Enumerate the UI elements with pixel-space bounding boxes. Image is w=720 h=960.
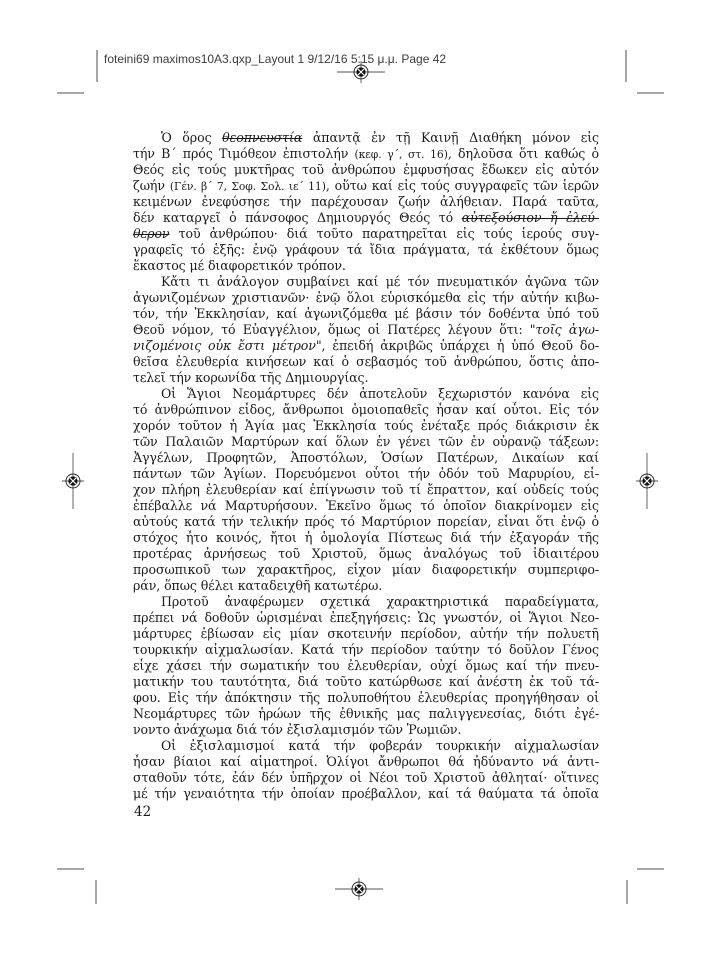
text-run: τοῦ ἀνθρώπου· διά τοῦτο παρατηρεῖται εἰς τούς ἱερούς συγ- [169, 226, 599, 241]
text-run: θερον [133, 226, 170, 241]
page-number: 42 [134, 804, 152, 820]
text-run: "τοῖς ἀγω- [529, 322, 599, 337]
text-line [133, 562, 599, 578]
text-line [133, 178, 599, 194]
text-line [133, 674, 599, 690]
text-run: Ἀγγέλων, Προφητῶν, Ἀποστόλων, Ὁσίων Πατέρων, Δικαίων καί [133, 450, 599, 465]
text-line [133, 274, 599, 290]
text-line [133, 482, 599, 498]
text-line [133, 290, 599, 306]
text-run: στόχος ἦτο κοινός, ἤτοι ἡ ὁμολογία Πίστεως διά τήν ἐξαγοράν τῆς [133, 530, 599, 545]
text-line [133, 626, 599, 642]
trim-mark [637, 868, 664, 870]
text-run: ἐπέβαλλε νά Μαρτυρήσουν. Ἐκεῖνο ὅμως τό ὁποῖον διακρίνομεν εἰς [133, 498, 599, 513]
trim-mark [96, 50, 98, 82]
text-line [133, 450, 599, 466]
text-line [133, 354, 599, 370]
text-run: πάντων τῶν Ἁγίων. Πορευόμενοι οὗτοι τήν ὁδόν τοῦ Μαρυρίου, εἶ- [133, 466, 599, 481]
text-run: ράν, ὅπως θέλει καταδειχθῆ κατωτέρω. [133, 578, 383, 593]
trim-mark [95, 880, 97, 904]
text-run: Θεοῦ νόμον, τό Εὐαγγέλιον, ὅμως οἱ Πατέρες λέγουν ὅτι: [133, 322, 530, 337]
registration-mark-icon [335, 875, 383, 903]
text-line [133, 754, 599, 770]
text-line [133, 370, 599, 386]
text-run: φου. Εἰς τήν ἀπόκτησιν τῆς πολυποθήτου ἐλευθερίας προηγήθησαν οἱ [133, 690, 599, 705]
text-run: τῶν Παλαιῶν Μαρτύρων καί ὅλων ἐν γένει τῶν ἐν οὐρανῷ τάξεων: [133, 434, 599, 449]
text-run: προτέρας ἀρνήσεως τοῦ Χριστοῦ, ὅμως ἀναλόγως τοῦ ἰδιαιτέρου [133, 546, 599, 561]
trim-mark [57, 868, 84, 870]
text-line [133, 306, 599, 322]
text-run: Νεομάρτυρες τῶν ἡρώων τῆς ἐθνικῆς μας παλιγγενεσίας, διότι ἐγέ- [133, 706, 599, 721]
text-line [133, 770, 599, 786]
text-run: μέ τήν γεναιότητα τήν ὁποίαν προέβαλλον, καί τά θαύματα τά ὁποῖα [133, 786, 599, 801]
text-line [133, 722, 599, 738]
text-line [133, 786, 599, 802]
proof-header: foteini69 maximos10A3.qxp_Layout 1 9/12/16 5:15 μ.μ. Page 42 [104, 52, 447, 66]
text-run: τουρκικήν αἰχμαλωσίαν. Κατά τήν περίοδον ταύτην τό δοῦλον Γένος [133, 642, 599, 657]
text-line [133, 514, 599, 530]
text-run: Οἱ ἐξισλαμισμοί κατά τήν φοβεράν τουρκικήν αἰχμαλωσίαν [161, 738, 599, 753]
text-run: εἶχε χάσει τήν σωματικήν του ἐλευθερίαν, οὐχί ὅμως καί τήν πνευ- [133, 658, 599, 673]
trim-mark [625, 50, 627, 82]
text-run: Κἄτι τι ἀνάλογον συμβαίνει καί μέ τόν πνευματικόν ἀγῶνα τῶν [161, 274, 599, 289]
text-line [133, 258, 599, 274]
text-line [133, 402, 599, 418]
text-run: τελεῖ τήν κορωνίδα τῆς Δημιουργίας. [133, 370, 369, 385]
text-run: νοντο ἀνάχωμα διά τόν ἐξισλαμισμόν τῶν Ῥωμιῶν. [133, 722, 462, 737]
text-line [133, 386, 599, 402]
text-run: κειμένων ἐνεφύσησε τήν παρέχουσαν ζωήν ἀλήθειαν. Παρά ταῦτα, [133, 194, 599, 209]
trim-mark [57, 92, 84, 94]
text-line [133, 194, 599, 210]
text-line [133, 338, 599, 354]
text-line [133, 418, 599, 434]
text-run: (κεφ. γ΄, στ. 16) [354, 148, 448, 161]
text-line [133, 434, 599, 450]
text-run: τόν, τήν Ἐκκλησίαν, καί ἀγωνιζόμεθα μέ βάσιν τόν δοθέντα ὑπό τοῦ [133, 306, 599, 321]
text-line [133, 226, 599, 242]
text-line [133, 578, 599, 594]
text-run: χορόν τοῦτον ἡ Ἁγία μας Ἐκκλησία τούς ἐνέταξε πρός διάκρισιν ἐκ [133, 418, 599, 433]
text-run: αὐτούς κατά τήν τελικήν πρός τό Μαρτύριον πορείαν, εἶναι ὅτι ἐνῷ ὁ [133, 514, 599, 529]
text-run: ἦσαν βίαιοι καί αἱματηροί. Ὀλίγοι ἄνθρωποι θά ἠδύναντο νά ἀντι- [133, 754, 599, 769]
registration-mark-icon [59, 453, 87, 509]
text-run: προσωπικοῦ των χαρακτῆρος, εἶχον μίαν διαφορετικήν συμπεριφο- [133, 562, 599, 577]
text-line [133, 242, 599, 258]
text-line [133, 130, 599, 146]
text-run: Προτοῦ ἀναφέρωμεν σχετικά χαρακτηριστικά παραδείγματα, [161, 594, 599, 609]
body-text [133, 130, 599, 802]
text-run: χον πλήρη ἐλευθερίαν καί ἐπίγνωσιν τοῦ τί ἔπραττον, καί οὐδείς τούς [133, 482, 599, 497]
text-run: τήν Β΄ πρός Τιμόθεον ἐπιστολήν [133, 146, 355, 161]
registration-mark-icon [633, 453, 661, 509]
text-line [133, 210, 599, 226]
text-line [133, 322, 599, 338]
text-run: (Γέν. β΄ 7, Σοφ. Σολ. ιε΄ 11) [169, 180, 326, 193]
trim-mark [626, 880, 628, 904]
text-run: μάρτυρες ἐβίωσαν εἰς μίαν σκοτεινήν περίοδον, αὐτήν τήν πολυετῆ [133, 626, 599, 641]
registration-mark-icon [337, 58, 385, 86]
text-line [133, 466, 599, 482]
text-line [133, 642, 599, 658]
text-line [133, 530, 599, 546]
text-run: Θεός εἰς τούς μυκτῆρας τοῦ ἀνθρώπου ἐμφυσήσας ἔδωκεν εἰς αὐτόν [133, 162, 599, 177]
text-run: ἀγωνιζομένων χριστιανῶν· ἐνῷ ὅλοι εὑρισκόμεθα εἰς τήν αὐτήν κιβω- [133, 290, 599, 305]
text-line [133, 658, 599, 674]
text-run: σταθοῦν τότε, ἐάν δέν ὑπῆρχον οἱ Νέοι τοῦ Χριστοῦ ἀθληταί· οἵτινες [133, 770, 599, 785]
text-run: ἀπαντᾷ ἐν τῇ Καινῇ Διαθήκη μόνον εἰς [302, 130, 599, 145]
text-run: ματικήν του ταυτότητα, διά τοῦτο κατώρθωσε καί ἀνέστη ἐκ τοῦ τά- [133, 674, 599, 689]
trim-mark [637, 92, 664, 94]
text-run: , οὕτω καί εἰς τούς συγγραφεῖς τῶν ἱερῶν [325, 178, 599, 193]
text-run: νιζομένοις οὐκ ἔστι μέτρον" [133, 338, 322, 353]
text-run: θεοπνευστία [222, 130, 303, 145]
text-run: , ἐπειδή ἀκριβῶς ὑπάρχει ἡ ὑπό Θεοῦ δο- [321, 338, 599, 353]
text-run: θεῖσα ἐλευθερία κινήσεων καί ὁ σεβασμός τοῦ ἀνθρώπου, ὅστις ἀπο- [133, 354, 599, 369]
text-line [133, 690, 599, 706]
text-line [133, 594, 599, 610]
text-line [133, 610, 599, 626]
text-run: δέν καταργεῖ ὁ πάνσοφος Δημιουργός Θεός τό [133, 210, 462, 225]
text-run: ζωήν [133, 178, 170, 193]
text-run: τό ἀνθρώπινον εἶδος, ἄνθρωποι ὁμοιοπαθεῖς ἦσαν καί οὗτοι. Εἰς τόν [133, 402, 599, 417]
text-line [133, 498, 599, 514]
text-run: αὐτεξούσιον ἤ ἐλεύ- [461, 210, 599, 225]
text-line [133, 706, 599, 722]
text-line [133, 162, 599, 178]
text-run: γραφεῖς τό ἑξῆς: ἐνῷ γράφουν τά ἴδια πράγματα, τά ἐκθέτουν ὅμως [133, 242, 599, 257]
text-line [133, 546, 599, 562]
text-run: , δηλοῦσα ὅτι καθώς ὁ [447, 146, 599, 161]
text-run: Οἱ Ἅγιοι Νεομάρτυρες δέν ἀποτελοῦν ξεχωριστόν κανόνα εἰς [161, 386, 599, 401]
text-run: Ὁ ὅρος [161, 130, 223, 145]
text-line [133, 738, 599, 754]
text-run: πρέπει νά δοθοῦν ὡρισμέναι ἐπεξηγήσεις: Ὡς γνωστόν, οἱ Ἅγιοι Νεο- [133, 610, 599, 625]
text-run: ἕκαστος μέ διαφορετικόν τρόπον. [133, 258, 346, 273]
text-line [133, 146, 599, 162]
